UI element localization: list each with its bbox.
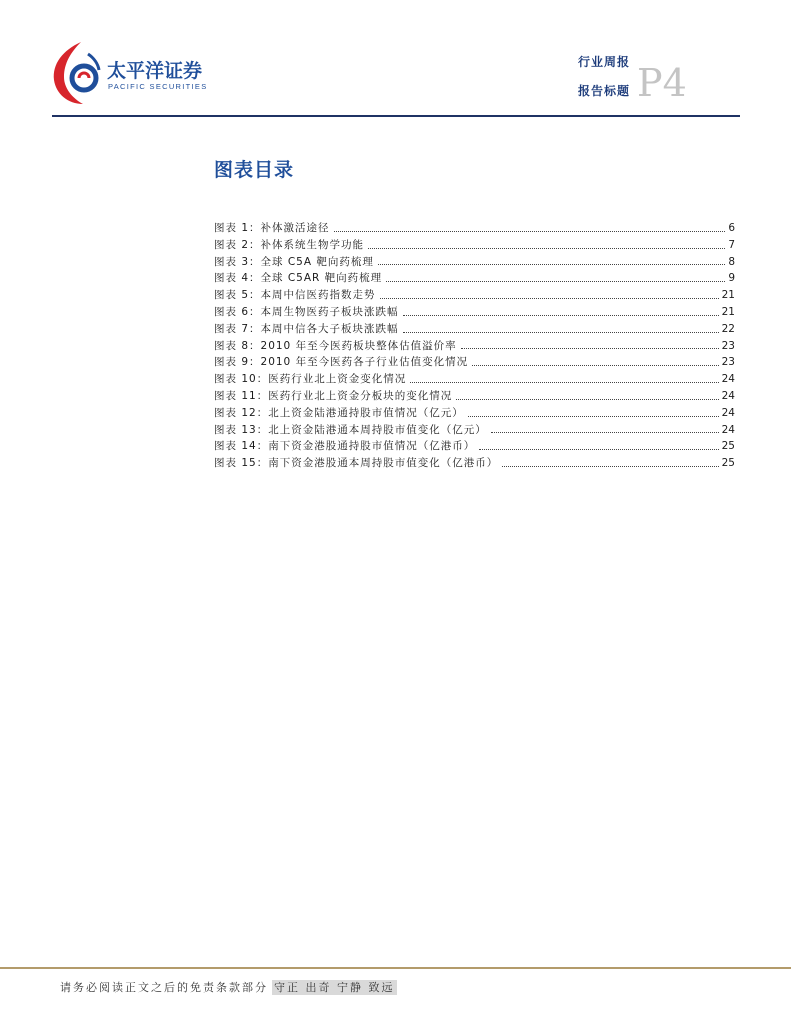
toc-dot-leader: [461, 348, 719, 349]
toc-entry-page: 8: [728, 255, 735, 268]
toc-dot-leader: [410, 382, 718, 383]
toc-entry-page: 21: [721, 289, 735, 302]
toc-dot-leader: [334, 231, 726, 232]
footer: [60, 980, 397, 996]
brand-name-chinese: 太平洋证券: [107, 60, 203, 82]
toc-entry-text: 图表 5：本周中信医药指数走势: [214, 289, 376, 302]
toc-entry-page: 24: [721, 389, 735, 402]
toc-entry[interactable]: [214, 270, 735, 287]
toc-entry-page: 7: [728, 238, 735, 251]
footer-motto: 守正 出奇 宁静 致远: [274, 981, 395, 994]
toc-entry-text: 图表 7：本周中信各大子板块涨跌幅: [214, 322, 399, 335]
toc-title: 图表目录: [214, 159, 295, 181]
report-title: 报告标题: [578, 84, 631, 98]
toc-entry-text: 图表 14：南下资金港股通持股市值情况（亿港币）: [214, 440, 476, 453]
toc-entry[interactable]: [214, 354, 735, 371]
footer-disclaimer: 请务必阅读正文之后的免责条款部分: [60, 981, 268, 994]
toc-entry[interactable]: [214, 338, 735, 355]
toc-dot-leader: [468, 416, 719, 417]
toc-entry-text: 图表 9：2010 年至今医药各子行业估值变化情况: [214, 356, 469, 369]
toc-dot-leader: [491, 432, 719, 433]
toc-entry-page: 6: [728, 222, 735, 234]
toc-entry-page: 25: [721, 457, 735, 470]
toc-entry[interactable]: [214, 304, 735, 321]
toc-dot-leader: [479, 449, 718, 450]
toc-entry[interactable]: [214, 237, 735, 254]
toc-entry[interactable]: [214, 321, 735, 338]
toc-entry-page: 21: [721, 305, 735, 318]
toc-entry[interactable]: [214, 371, 735, 388]
toc-entry-text: 图表 10：医药行业北上资金变化情况: [214, 373, 407, 386]
toc-dot-leader: [386, 281, 725, 282]
toc-dot-leader: [403, 315, 719, 316]
brand-name-english: PACIFIC SECURITIES: [108, 82, 208, 91]
toc-entry[interactable]: [214, 422, 735, 439]
toc-entry-page: 22: [721, 322, 735, 335]
toc-entry[interactable]: [214, 220, 735, 237]
page-number-label: P4: [637, 61, 687, 105]
toc-entry[interactable]: [214, 405, 735, 422]
toc-entry-text: 图表 6：本周生物医药子板块涨跌幅: [214, 305, 399, 318]
toc-entry[interactable]: [214, 455, 735, 472]
toc-entry-text: 图表 8：2010 年至今医药板块整体估值溢价率: [214, 339, 457, 352]
toc-dot-leader: [456, 399, 718, 400]
toc-entry-page: 24: [721, 406, 735, 419]
header-divider: [52, 115, 740, 117]
toc-entry-page: 25: [721, 440, 735, 453]
toc-entry[interactable]: [214, 254, 735, 271]
toc-entry-text: 图表 4：全球 C5AR 靶向药梳理: [214, 272, 383, 285]
toc-dot-leader: [368, 248, 725, 249]
toc-entry-page: 24: [721, 373, 735, 386]
toc-dot-leader: [403, 332, 719, 333]
toc-entry-text: 图表 1：补体激活途径: [214, 222, 330, 234]
toc-entry-text: 图表 13：北上资金陆港通本周持股市值变化（亿元）: [214, 423, 487, 436]
toc-entry-text: 图表 12：北上资金陆港通持股市值情况（亿元）: [214, 406, 464, 419]
toc-entry-text: 图表 2：补体系统生物学功能: [214, 238, 365, 251]
toc-dot-leader: [472, 365, 719, 366]
toc-entry-page: 23: [721, 356, 735, 369]
pacific-securities-logo-icon: [50, 40, 106, 106]
toc-entry[interactable]: [214, 388, 735, 405]
toc-entry[interactable]: [214, 438, 735, 455]
toc-entry-page: 9: [728, 272, 735, 285]
toc-entry-text: 图表 3：全球 C5A 靶向药梳理: [214, 255, 374, 268]
toc-dot-leader: [502, 466, 718, 467]
footer-divider: [0, 967, 791, 969]
toc-entry-text: 图表 11：医药行业北上资金分板块的变化情况: [214, 389, 453, 402]
report-type: 行业周报: [578, 55, 631, 69]
toc-entry-page: 23: [721, 339, 735, 352]
toc-entry[interactable]: [214, 287, 735, 304]
toc-entry-page: 24: [721, 423, 735, 436]
toc-dot-leader: [378, 264, 725, 265]
toc-dot-leader: [380, 298, 719, 299]
toc-list: [214, 220, 735, 472]
toc-entry-text: 图表 15：南下资金港股通本周持股市值变化（亿港币）: [214, 457, 499, 470]
